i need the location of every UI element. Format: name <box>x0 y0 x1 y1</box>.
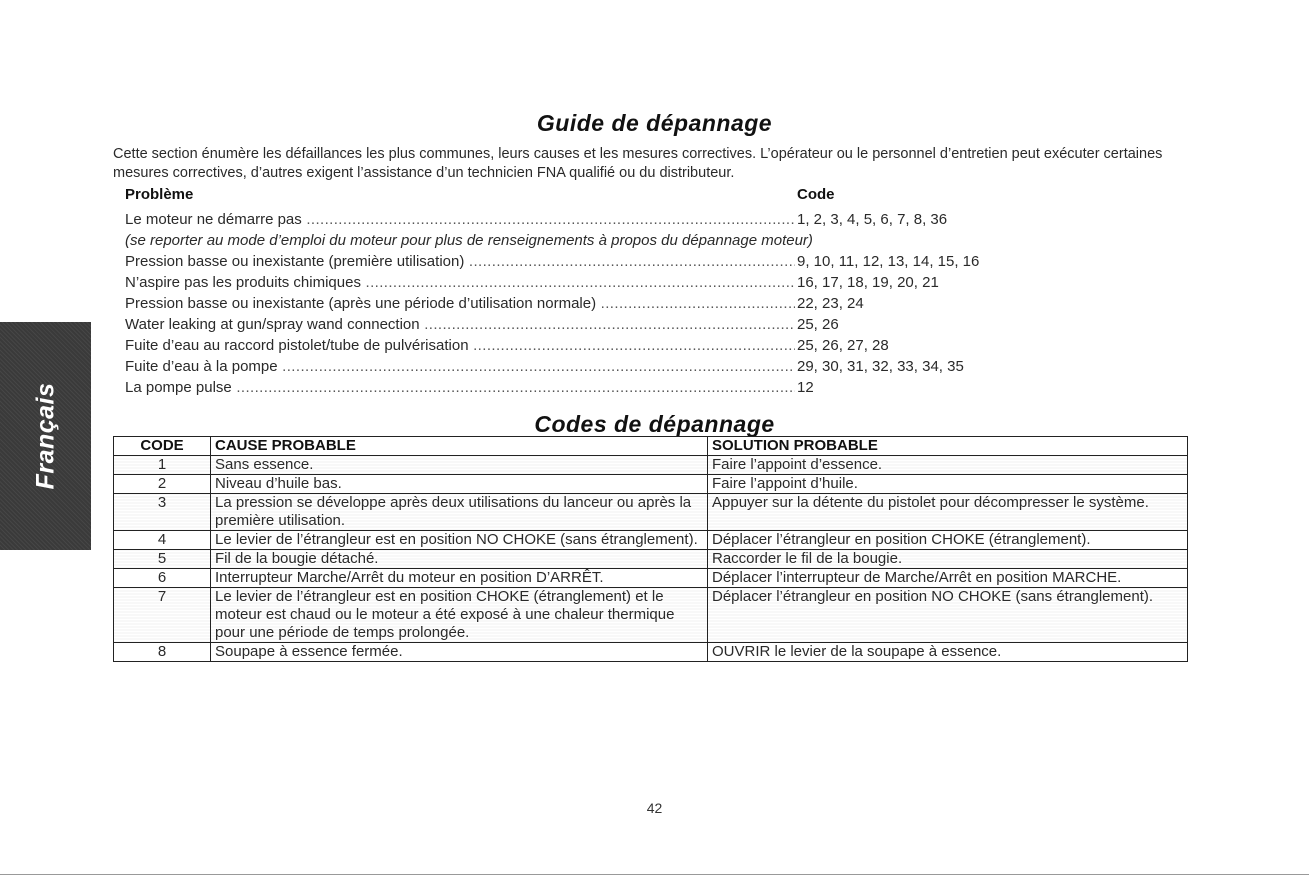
problem-label: Pression basse ou inexistante (première utilisation) ..... <box>125 253 795 270</box>
guide-intro-paragraph: Cette section énumère les défaillances les plus communes, leurs causes et les mesures correctives. L’opérateur ou le personnel d’entretien peut exécuter certaines mesures correctives, d’autres exigent l’assistance d’un technicien FNA qualifié ou du distributeur. <box>113 146 1163 181</box>
table-row <box>114 550 1188 569</box>
code-cell: 7 <box>114 588 211 643</box>
problem-label: N’aspire pas les produits chimiques ..... <box>125 274 795 291</box>
cause-cell: Soupape à essence fermée. <box>211 643 708 662</box>
cause-cell: Interrupteur Marche/Arrêt du moteur en position D’ARRÊT. <box>211 569 708 588</box>
table-row <box>114 494 1188 531</box>
table-row <box>114 588 1188 643</box>
solution-cell: Appuyer sur la détente du pistolet pour décompresser le système. <box>708 494 1188 531</box>
troubleshooting-guide-title: Guide de dépannage <box>536 110 773 136</box>
troubleshooting-codes-title: Codes de dépannage <box>534 411 775 437</box>
table-row <box>114 531 1188 550</box>
table-row <box>114 569 1188 588</box>
code-column-header: Code <box>797 186 835 203</box>
code-cell: 2 <box>114 475 211 494</box>
code-cell: 6 <box>114 569 211 588</box>
problem-label: Fuite d’eau au raccord pistolet/tube de pulvérisation ..... <box>125 337 795 354</box>
code-cell: 5 <box>114 550 211 569</box>
table-header-row <box>114 437 1188 456</box>
solution-cell: OUVRIR le levier de la soupape à essence. <box>708 643 1188 662</box>
page-number: 42 <box>646 800 663 816</box>
code-cell: 1 <box>114 456 211 475</box>
problem-codes: 25, 26 <box>797 316 839 333</box>
code-header: CODE <box>114 437 211 456</box>
table-row <box>114 475 1188 494</box>
solution-cell: Déplacer l’étrangleur en position CHOKE (étranglement). <box>708 531 1188 550</box>
code-cell: 4 <box>114 531 211 550</box>
problem-codes: 9, 10, 11, 12, 13, 14, 15, 16 <box>797 253 980 270</box>
problem-codes: 12 <box>797 379 814 396</box>
problem-codes: 1, 2, 3, 4, 5, 6, 7, 8, 36 <box>797 211 948 228</box>
cause-cell: Sans essence. <box>211 456 708 475</box>
problem-label: Pression basse ou inexistante (après une période d’utilisation normale) ..... <box>125 295 795 312</box>
solution-cell: Faire l’appoint d’huile. <box>708 475 1188 494</box>
solution-cell: Raccorder le fil de la bougie. <box>708 550 1188 569</box>
troubleshooting-codes-table <box>113 436 1188 662</box>
cause-cell: Le levier de l’étrangleur est en position NO CHOKE (sans étranglement). <box>211 531 708 550</box>
problem-codes: 16, 17, 18, 19, 20, 21 <box>797 274 939 291</box>
bottom-divider <box>0 874 1309 875</box>
solution-cell: Faire l’appoint d’essence. <box>708 456 1188 475</box>
code-cell: 3 <box>114 494 211 531</box>
problem-column-header: Problème <box>125 186 194 203</box>
cause-cell: Niveau d’huile bas. <box>211 475 708 494</box>
language-tab-label: Français <box>31 382 59 490</box>
problem-codes: 29, 30, 31, 32, 33, 34, 35 <box>797 358 964 375</box>
solution-header: SOLUTION PROBABLE <box>708 437 1188 456</box>
problem-label: Fuite d’eau à la pompe ..... <box>125 358 795 375</box>
cause-cell: Fil de la bougie détaché. <box>211 550 708 569</box>
problem-label: Water leaking at gun/spray wand connection ..... <box>125 316 795 333</box>
cause-header: CAUSE PROBABLE <box>211 437 708 456</box>
engine-manual-note: (se reporter au mode d’emploi du moteur pour plus de renseignements à propos du dépannage moteur) <box>125 232 813 249</box>
table-row <box>114 456 1188 475</box>
solution-cell: Déplacer l’interrupteur de Marche/Arrêt en position MARCHE. <box>708 569 1188 588</box>
problem-label: La pompe pulse ..... <box>125 379 795 396</box>
problem-label: Le moteur ne démarre pas ..... <box>125 211 795 228</box>
solution-cell: Déplacer l’étrangleur en position NO CHOKE (sans étranglement). <box>708 588 1188 643</box>
cause-cell: Le levier de l’étrangleur est en position CHOKE (étranglement) et le moteur est chaud ou le moteur a été exposé à une chaleur thermique pour une période de temps prolongée. <box>211 588 708 643</box>
code-cell: 8 <box>114 643 211 662</box>
table-row <box>114 643 1188 662</box>
cause-cell: La pression se développe après deux utilisations du lanceur ou après la première utilisation. <box>211 494 708 531</box>
problem-codes: 22, 23, 24 <box>797 295 864 312</box>
problem-codes: 25, 26, 27, 28 <box>797 337 889 354</box>
